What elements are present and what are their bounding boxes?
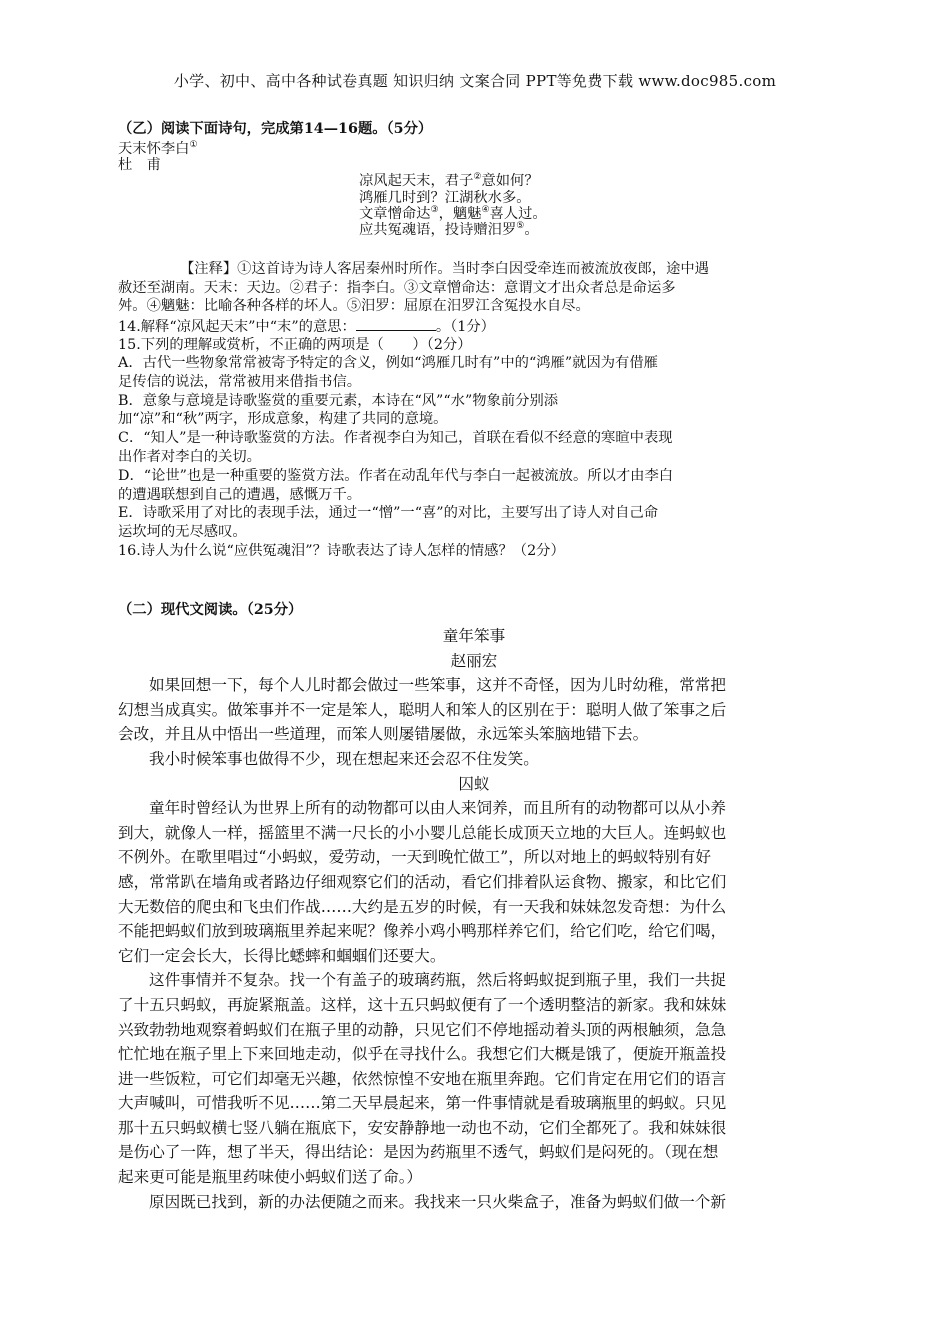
option-line: 加“凉”和“秋”两字，形成意象，构建了共同的意境。: [118, 411, 448, 428]
paragraph-line: 它们一定会长大，长得比蟋蟀和蝈蝈们还要大。: [118, 946, 446, 965]
option-line: 足传信的说法，常常被用来借指书信。: [118, 373, 362, 390]
paragraph-line: 不例外。在歌里唱过“小蚂蚁，爱劳动，一天到晚忙做工”，所以对地上的蚂蚁特别有好: [118, 848, 711, 867]
article-title: 童年笨事: [442, 627, 506, 645]
option-line: A．古代一些物象常常被寄予特定的含义，例如“鸿雁几时有”中的“鸿雁”就因为有借雁: [118, 355, 658, 371]
paragraph-line: 这件事情并不复杂。找一个有盖子的玻璃药瓶，然后将蚂蚁捉到瓶子里，我们一共捉: [149, 971, 726, 990]
paragraph-line: 是伤心了一阵，想了半天，得出结论：是因为药瓶里不透气，蚂蚁们是闷死的。（现在想: [118, 1143, 719, 1162]
paragraph-line: 起来更可能是瓶里药味使小蚂蚁们送了命。）: [118, 1168, 423, 1187]
section-2-title: （二）现代文阅读。（25分）: [118, 602, 303, 618]
option-line: 的遭遇联想到自己的遭遇，感慨万千。: [118, 486, 362, 503]
paragraph-line: 兴致勃勃地观察着蚂蚁们在瓶子里的动静，只见它们不停地摇动着头顶的两根触须，急急: [118, 1020, 727, 1039]
note-line: 舛。④魑魅：比喻各种各样的坏人。⑤汨罗：屈原在汨罗江含冤投水自尽。: [118, 298, 590, 314]
paragraph-line: 到大，就像人一样，摇篮里不满一尺长的小小婴儿总能长成顶天立地的大巨人。连蚂蚁也: [118, 823, 727, 842]
paragraph-line: 幻想当成真实。做笨事并不一定是笨人，聪明人和笨人的区别在于：聪明人做了笨事之后: [118, 700, 727, 719]
answer-blank[interactable]: [356, 318, 436, 331]
option-line: E．诗歌采用了对比的表现手法，通过一“憎”一“喜”的对比，主要写出了诗人对自己命: [118, 505, 659, 522]
paragraph-line: 了十五只蚂蚁，再旋紧瓶盖。这样，这十五只蚂蚁便有了一个透明整洁的新家。我和妹妹: [118, 995, 727, 1014]
option-line: 运坎坷的无尽感叹。: [118, 524, 247, 541]
paragraph-line: 童年时曾经认为世界上所有的动物都可以由人来饲养，而且所有的动物都可以从小养: [149, 799, 726, 818]
paragraph-line: 大无数倍的爬虫和飞虫们作战……大约是五岁的时候，有一天我和妹妹忽发奇想：为什么: [118, 897, 727, 916]
question-16: 16.诗人为什么说“应供冤魂泪”？诗歌表达了诗人怎样的情感？（2分）: [118, 542, 565, 559]
question-15: 15.下列的理解或赏析，不正确的两项是（ ）（2分）: [118, 337, 472, 353]
article-subtitle: 囚蚁: [458, 774, 490, 793]
poem-line: 凉风起天末，君子②意如何？: [359, 172, 539, 190]
paragraph-line: 原因既已找到，新的办法便随之而来。我找来一只火柴盒子，准备为蚂蚁们做一个新: [149, 1192, 726, 1211]
poem: [118, 141, 830, 238]
paragraph-line: 进一些饭粒，可它们却毫无兴趣，依然惊惶不安地在瓶里奔跑。它们肯定在用它们的语言: [118, 1069, 727, 1088]
paragraph-line: 如果回想一下，每个人儿时都会做过一些笨事，这并不奇怪，因为儿时幼稚，常常把: [149, 676, 726, 695]
question-14: 14.解释“凉风起天末”中“末”的意思： 。（1分）: [118, 319, 495, 335]
section-b-title: （乙）阅读下面诗句，完成第14—16题。（5分）: [118, 121, 433, 137]
article-author: 赵丽宏: [450, 651, 498, 670]
poem-line: 鸿雁几时到？江湖秋水多。: [359, 189, 531, 206]
questions: [118, 318, 830, 561]
option-line: B．意象与意境是诗歌鉴赏的重要元素，本诗在“风”“水”物象前分别添: [118, 392, 559, 409]
poem-line: 应共冤魂语，投诗赠汨罗⑤。: [359, 221, 539, 239]
poem-notes: [118, 260, 830, 316]
option-line: D．“论世”也是一种重要的鉴赏方法。作者在动乱年代与李白一起被流放。所以才由李白: [118, 467, 674, 484]
poem-title: 天末怀李白①: [118, 140, 198, 157]
note-line: 【注释】①这首诗为诗人客居秦州时所作。当时李白因受牵连而被流放夜郎，途中遇: [180, 261, 709, 277]
poem-author: 杜 甫: [118, 157, 161, 174]
option-line: C．“知人”是一种诗歌鉴赏的方法。作者视李白为知己，首联在看似不经意的寒暄中表现: [118, 430, 673, 447]
article: [118, 624, 830, 1214]
option-line: 出作者对李白的关切。: [118, 448, 261, 465]
paragraph-line: 不能把蚂蚁们放到玻璃瓶里养起来呢？像养小鸡小鸭那样养它们，给它们吃，给它们喝，: [118, 922, 727, 941]
paragraph-line: 那十五只蚂蚁横七竖八躺在瓶底下，安安静静地一动也不动，它们全都死了。我和妹妹很: [118, 1118, 727, 1137]
poem-line: 文章憎命达③，魑魅④喜人过。: [359, 205, 547, 222]
paragraph-line: 忙忙地在瓶子里上下来回地走动，似乎在寻找什么。我想它们大概是饿了，便旋开瓶盖投: [118, 1045, 727, 1064]
note-line: 赦还至湖南。天末：天边。②君子：指李白。③文章憎命达：意谓文才出众者总是命运多: [118, 279, 676, 296]
page-header: 小学、初中、高中各种试卷真题 知识归纳 文案合同 PPT等免费下载 www.doc985.com: [173, 72, 777, 90]
paragraph-line: 感，常常趴在墙角或者路边仔细观察它们的活动，看它们排着队运食物、搬家，和比它们: [118, 872, 727, 891]
section-b: [118, 121, 830, 137]
section-2: [118, 602, 830, 618]
paragraph-line: 大声喊叫，可惜我听不见……第二天早晨起来，第一件事情就是看玻璃瓶里的蚂蚁。只见: [118, 1094, 727, 1113]
paragraph-line: 我小时候笨事也做得不少，现在想起来还会忍不住发笑。: [149, 749, 539, 768]
paragraph-line: 会改，并且从中悟出一些道理，而笨人则屡错屡做，永远笨头笨脑地错下去。: [118, 725, 649, 744]
